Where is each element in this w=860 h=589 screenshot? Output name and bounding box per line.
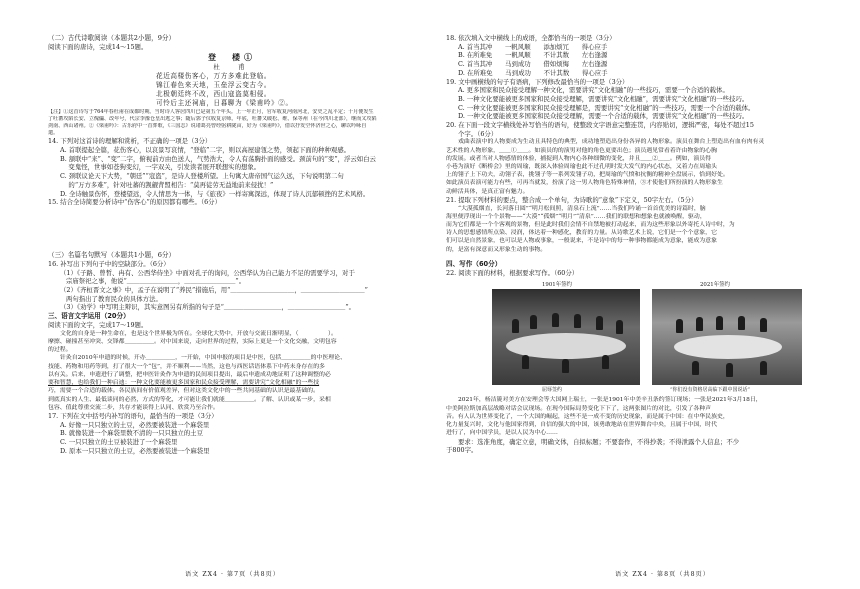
question-14-option: A. 首联提起全篇，花伤客心，以哀景写哀情，“登临”二字，则以高屋建瓴之势，领起下面的种种观感。 — [60, 146, 351, 155]
question-16-line: （2）《齐桓晋文之事》中，孟子在说明了“养民”措施后，用“＿＿＿＿＿＿＿＿＿＿，＿＿＿＿＿＿＿＿＿＿” — [60, 286, 368, 295]
poem-line: 可怜后主还祠庙，日暮聊为《梁甫吟》②。 — [156, 99, 293, 108]
question-19-option: D. 一种文化要能被更多国家和民众接受理解，需要一个合适的载体，需要讲究“文化相融”的一些技巧。 — [458, 112, 749, 121]
photo-caption: “你们没有资格居高临下跟中国说话” — [670, 387, 751, 394]
question-17-option: A. 好像一只只独立的土豆，必然要被装进一个麻袋里 — [60, 420, 210, 429]
passage-line: 到底真实的人生、最低谈同的必然，方式的等化，才可能让我们就能＿＿＿＿＿。了解、认识或某一步，采相 — [48, 396, 331, 403]
q21-material-line: 们可以是自然景象，也可以是人物或事象，一般说来，不是诗中的每一种事物都能成为意象，能成为意象 — [446, 238, 717, 245]
poem-author: 杜 甫 — [213, 62, 251, 71]
question-14-option: C. 颈联议论天下大势，“朝廷”“寇盗”，是诗人登楼所望。上句寓大唐帝国气运久远，下句说明第二句 — [60, 172, 344, 181]
passage-line: 巧，需要一个合适的载体。各民族间有价值观差异，但对这类文化中的一些共同基础的认识是最基础的。 — [48, 388, 319, 395]
question-14-option: 变鬼怪，世事如苍狗变幻，一字双关，引发读者展开联想实的想象。 — [60, 163, 261, 172]
answer-space — [48, 207, 416, 251]
poem-line: 锦江春色来天地，玉垒浮云变古今。 — [156, 80, 272, 89]
passage-line: 针灸自2010年申遗的时候，开办＿＿＿＿＿，一开始，中国申报的项目是中医，包括＿＿＿＿＿的中医理论、 — [60, 355, 346, 362]
question-20-stem: 20. 在下面一段文字横线处补写恰当的语句，使整段文字语意完整连贯，内容贴切，逻辑严密，每处不超过15 — [446, 121, 754, 130]
writing-material-line: 进行了，向中国学员，是以人民为中心…… — [446, 430, 558, 437]
section-header-poetry: （二）古代诗歌阅读（本题共2小题，9分） — [48, 34, 176, 42]
question-17-stem: 17. 下列在文中括号内补写的语句，最恰当的一项是（3分） — [48, 411, 218, 420]
poem-note-line: 遣。 — [48, 130, 59, 137]
question-17-option: D. 原本一只只独立的土豆，必然要被装进一个麻袋里 — [60, 446, 210, 455]
poem-note-line: 了吐蕃攻陷长安、立傀儡、改年号，代宗李豫仓皇出逃之事；随后郭子仪收复京师。年底，吐蕃又破松、维、保等州（在今四川北部），继而又攻陷 — [48, 115, 377, 122]
page-footer: 语文 ZX4 · 第8页（共8页） — [615, 571, 710, 578]
photo-1901-signing — [492, 289, 640, 385]
question-19-stem: 19. 文中画横线的句子有语病，下列修改最恰当的一项是（3分） — [446, 77, 629, 86]
q20-passage-line: 的发展。或者当对人物感情的体验，捕捉到人物内心各种细微的变化，并且＿＿②＿＿。例如，演员得 — [446, 155, 712, 162]
poem-note-line: 剑南、西山诸州。②《梁甫吟》：古乐府中一首葬歌，《三国志》说诸葛亮曾经躬耕陇亩，好为《梁甫吟》，借以抒发空怀济世之心，聊以吟咏自 — [48, 122, 367, 129]
photo-2021-dialogue — [652, 289, 802, 385]
section-header-language: 三、语言文字运用（20分） — [48, 312, 130, 321]
question-20-stem: 个字。（6分） — [458, 129, 498, 138]
poem-note-line: 【注】①这首诗写于764年春杜甫在成都时期。当时诗人客居四川已是第五个年头。上一年正月，官军收复河南河北，安史之乱平定；十月便发生 — [48, 108, 374, 115]
q21-material-line: 而为它们都是一个个客观的景物，但是此时我们会情不自禁地被打动起来，而为这些形象以外寄托人诗中时，为 — [446, 221, 735, 228]
q20-passage-line: 如此演员表演可能力有些，可再当就发，扮演了这一男人物角色特殊神情，③才使他们所扮演的人物形象生 — [446, 180, 723, 187]
question-16-line: 宗庙祭祀之事，他说“＿＿＿＿＿＿＿＿，＿＿＿＿＿＿＿＿”。 — [66, 277, 246, 286]
poetry-intro: 阅读下面的唐诗，完成14～15题。 — [48, 43, 148, 51]
page-footer: 语文 ZX4 · 第7页（共8页） — [185, 571, 280, 578]
writing-requirement: 于800字。 — [446, 446, 478, 455]
question-16-line: （1）《子路、曾皙、冉有、公西华侍坐》中面对孔子的询问，公西华认为自己能力不足的需要学习，对于 — [60, 268, 355, 277]
question-18-option: C. 首当其冲 马到成功 借如烦悔 左右逢源 — [458, 60, 608, 69]
language-intro: 阅读下面的文字，完成17～19题。 — [48, 321, 148, 330]
writing-material-line: 化力量复兴时，文化与他国家得到，自信的强大的中国，该勇敢地站在世界舞台中央，且属于中国，时代 — [446, 422, 717, 429]
writing-requirement: 要求：选准角度，确定立意，明确文体，自拟标题；不要套作，不得抄袭；不得泄露个人信息；不少 — [458, 437, 740, 446]
question-14-stem: 14. 下列对这首诗的理解和赏析，不正确的一项是（3分） — [48, 137, 212, 146]
poem-line: 花近高楼伤客心，万方多难此登临。 — [156, 71, 272, 80]
passage-line: 包容、值此尊重交流二步，共存才能谈得上认同、欣赏乃至合作。 — [48, 404, 219, 411]
q21-material-line: 海里便浮现出一个个景物——“大漠”“孤烟”“明月”“清泉”……我们的联想和想象也就被唤醒，驱动， — [446, 213, 706, 220]
passage-line: 以有关。后来，申遗进行了调整，把申医针灸作为申遗的民间项目提出，最后申遗成功地证明了这种调整的必 — [48, 371, 331, 378]
question-18-option: D. 在所难免 马到成功 不计其数 得心应手 — [458, 68, 608, 77]
photo-year-label: 1901年签约 — [542, 282, 572, 289]
q20-passage-line: 艺术性的人物形象，＿＿①＿＿。如演员的的演男对他的角色更要出色；演员遇见常看着许由物象的心胸 — [446, 147, 717, 154]
passage-line: 技能、药物和用药等到，打了很大一个“包”，并不顺利——当然，这也与西医话语体系下中药未身存在的多 — [48, 363, 325, 370]
question-18-option: A. 首当其冲 一帆风顺 添加烦冗 得心应手 — [458, 42, 608, 51]
writing-material-line: 中美阿拉斯加高层战略对话会议现场。在现今国际局势变化下下了，这两张图片的对比，引发了各种声 — [446, 405, 712, 412]
q20-passage-line: 戏曲表演中的人物要成为生动且具特色的典型，成功地塑造出身份各异的人物形象。演员在舞台上塑造出有血有肉有灵 — [458, 139, 765, 146]
q20-passage-line: 小巷为演好《断桥会》里的周瑜，既深入体验周瑜也此不过孔明时发大发气的内心状态，又着力在周瑜头 — [446, 164, 717, 171]
section-header-writing: 四、写作（60分） — [446, 259, 502, 268]
writing-material-line: 2021年，杨洁篪对美方在安理会等大国网上瑞士，一张是1901年中美辛丑条约签订现场；一张是2021年3月18日， — [458, 397, 762, 404]
question-17-option: C. 一只只独立的土豆被装进了一个麻袋里 — [60, 438, 178, 447]
question-14-option: D. 全诗触景伤怀，登楼望远，令人情思为一体，与《旅夜》一样寄寓深远，体现了诗人沉郁顿挫的艺术风格。 — [60, 189, 370, 198]
question-17-option: B. 就像装进一个麻袋里数不清的一只只独立的土豆 — [60, 429, 203, 438]
poem-title: 登 楼① — [208, 51, 256, 62]
photo-caption: 屈辱签约 — [542, 387, 563, 394]
question-16-line: （3）《劝学》中写明主辩识，其实意图另有所指的句子是“＿＿＿＿＿＿＿＿＿，＿＿＿＿＿＿＿＿＿”。 — [60, 303, 355, 312]
question-19-option: A. 更多国家和民众接受理解一种文化，需要讲究“文化相融”的一些技巧，需要一个合适的载体。 — [458, 86, 729, 95]
question-16-stem: 16. 补写出下列句子中的空缺部分。（6分） — [48, 259, 170, 268]
section-header-dictation: （三）名篇名句默写（本题共1小题，6分） — [48, 250, 176, 259]
passage-line: 摩擦、碰撞甚至冲突、交锋都＿＿＿＿＿。对中国来说，走向世界的过程，实际上更是一个文化交融，文明包容 — [48, 339, 337, 346]
question-22-stem: 22. 阅读下面的材料，根据要求写作。（60分） — [446, 268, 579, 277]
writing-material-line: 音。有人认为世界变化了，一个大国的崛起，这些不是一成不变的历史现象，而是属于中国：在中华民族史， — [446, 413, 729, 420]
question-18-stem: 18. 依次填入文中横线上的成语，全都恰当的一项是（3分） — [446, 34, 616, 42]
question-14-option: B. 颔联中“来”、“变”二字，俯视前方由色送人，气势浩大，令人有荡胸扑面的感受。颈前句的“变”，浮云如白云 — [60, 154, 376, 163]
photo-year-label: 2021年签约 — [700, 282, 730, 289]
question-19-option: B. 一种文化要能被更多国家和民众接受理解，需要讲究“文化相融”，需要讲究“文化相融”的一些技巧。 — [458, 94, 749, 103]
question-14-option: 的“万方多难”，针对吐蕃的觊觎背盟相告：“莫再徒劳无益地前来侵扰！” — [60, 180, 274, 189]
question-16-line: 两句指出了教育民众的具体方法。 — [66, 294, 162, 303]
q20-passage-line: 上的翎子上下功夫，动翎子表，挑翎子等一系列发翎子功，把周瑜的气愤和抗衡的精神全盘展示，恰到好处。 — [446, 172, 729, 179]
comparison-photos — [482, 281, 814, 393]
question-18-option: B. 在所难免 一帆风顺 不计其数 左右逢源 — [458, 51, 608, 60]
question-15: 15. 结合全诗简要分析诗中“伤客心”的原因都有哪些。（6分） — [48, 198, 221, 207]
question-19-option: C. 一种文化要能被更多国家和民众接受理解是，需要讲究“文化相融”的一些技巧，需要一个合适的载体。 — [458, 103, 755, 112]
q21-material-line: 的，是富有深意而又形象生动的事物。 — [446, 246, 547, 253]
passage-line: 的过程。 — [48, 347, 72, 354]
q20-passage-line: 动鲜活具体，是真正富有魅力。 — [446, 188, 529, 195]
q21-material-line: “大漠孤烟直，长河落日圆”“明月松间照，清泉石上流”……当我们吟诵一首首优美的诗篇时，脑 — [458, 205, 706, 212]
passage-line: 文化的自身是一种生命在，也是这个世界极为所在。全球化大势中，开放与交流日渐明显，（ ）。 — [60, 330, 337, 337]
right-page — [430, 0, 860, 589]
poem-line: 北极朝廷终不改，西山寇盗莫相侵。 — [156, 90, 272, 99]
question-21-stem: 21. 提取下列材料的要点，整合成一个单句，为诗歌的“意象”下定义，50字左右。（5分） — [446, 195, 698, 204]
passage-line-underlined: 要和智慧，也给我们一种启迪：一种文化要能被更多国家和民众接受理解，需要讲究“文化相融”的一些技 — [48, 380, 320, 387]
q21-material-line: 诗人的思想感情所点染、浸润，体达着一种感化，教育的力量。从诗歌艺术上说，它们是一个个意象，它 — [446, 230, 717, 237]
